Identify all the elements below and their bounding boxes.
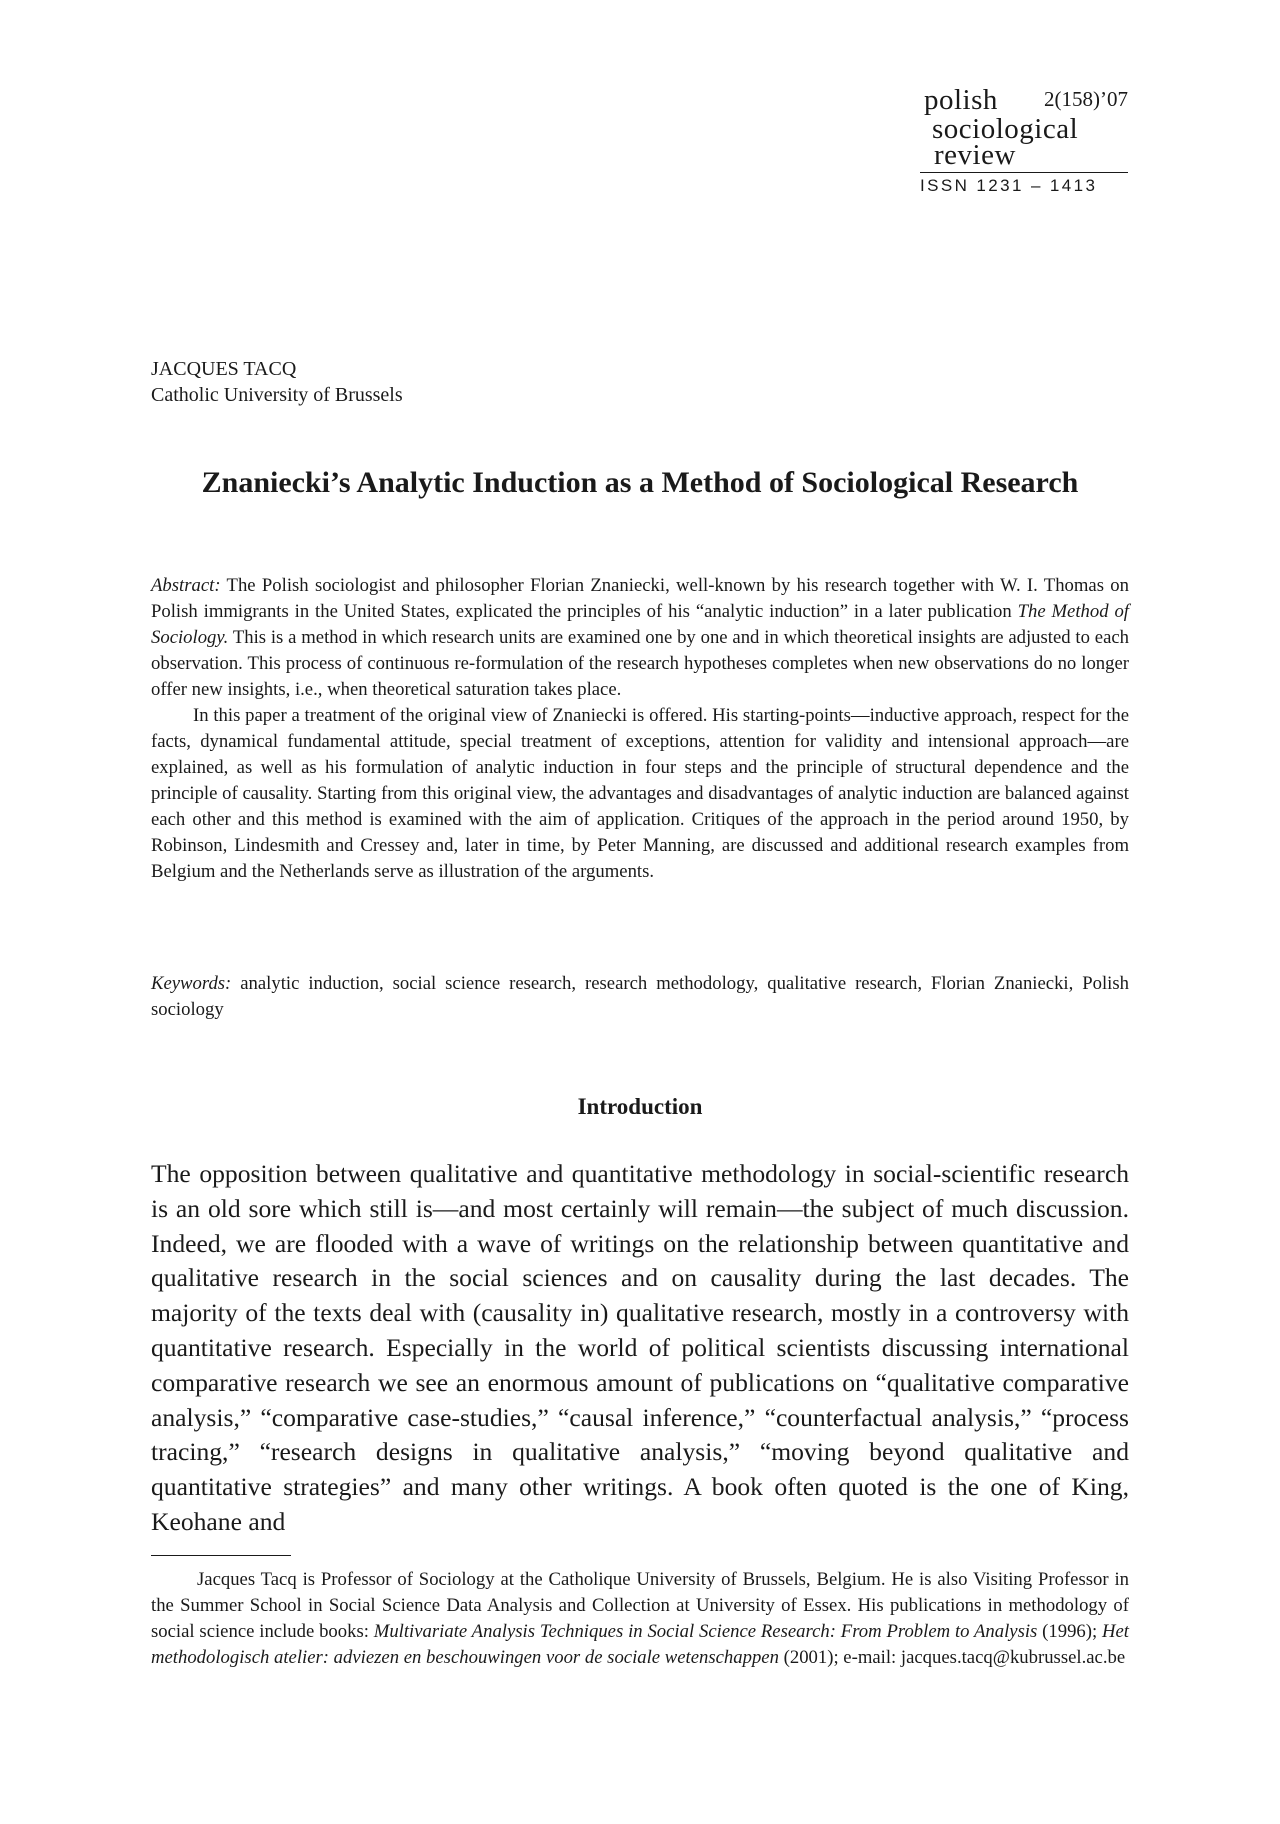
masthead-line-1 [920,86,1128,114]
abstract-paragraph-1 [151,573,1129,703]
author-name: JACQUES TACQ [151,358,297,380]
masthead-rule [920,172,1128,173]
abstract-text-1b: This is a method in which research units are examined one by one and in which theoretical insights are adjusted to each observation. This process of continuous re-formulation of the research hypotheses completes when new observations do no longer offer new insights, i.e., when theoretical saturation takes place. [151,627,1129,700]
footnote-text-1: Jacques Tacq is Professor of Sociology at the Catholique University of Brussels, Belgium. He is also Visiting Professor in the Summer School in Social Science Data Analysis and Collection at University of Essex. His publications in methodology of social science include books: [151,1569,1129,1642]
section-heading-introduction: Introduction [577,1094,703,1119]
article-title: Znaniecki’s Analytic Induction as a Method of Sociological Research [201,466,1079,499]
abstract [151,573,1129,885]
keywords-label: Keywords: [151,973,232,994]
abstract-text-1a: The Polish sociologist and philosopher Florian Znaniecki, well-known by his research together with W. I. Thomas on Polish immigrants in the United States, explicated the principles of his “analytic induction” in a later publication [151,575,1129,622]
abstract-label: Abstract: [151,575,221,596]
keywords [151,971,1129,1023]
keywords-text: analytic induction, social science research, research methodology, qualitative research, Florian Znaniecki, Polish sociology [151,973,1129,1020]
author-affiliation: Catholic University of Brussels [151,384,403,406]
author-block [151,356,403,408]
author-footnote [151,1567,1129,1671]
journal-name-review: review [934,139,1016,171]
journal-name-sociological: sociological [932,113,1079,145]
issn-number: ISSN 1231 – 1413 [920,176,1098,195]
footnote-book-1: Multivariate Analysis Techniques in Social Science Research: From Problem to Analysis [373,1621,1038,1642]
footnote-text-2: (1996); [1037,1621,1103,1642]
footnote-rule [151,1555,291,1556]
journal-name-polish: polish [924,84,998,116]
body-paragraph: The opposition between qualitative and quantitative methodology in social-scientific research is an old sore which still is—and most certainly will remain—the subject of much discussion. Indeed, we are flooded with a wave of writings on the relationship between quantitative and qualitative research in the social sciences and on causality during the last decades. The majority of the texts deal with (causality in) qualitative research, mostly in a controversy with quantitative research. Especially in the world of political scientists discussing international comparative research we see an enormous amount of publications on “qualitative comparative analysis,” “comparative case-studies,” “causal inference,” “counterfactual analysis,” “process tracing,” “research designs in qualitative analysis,” “moving beyond qualitative and quantitative strategies” and many other writings. A book often quoted is the one of King, Keohane and [151,1159,1129,1536]
abstract-book-title: The Method of Sociology. [151,601,1130,648]
issue-number: 2(158)’07 [1044,87,1128,111]
journal-masthead [920,84,1128,195]
footnote-book-2: Het methodologisch atelier: adviezen en beschouwingen voor de sociale wetenschappen [151,1621,1129,1668]
abstract-paragraph-2: In this paper a treatment of the original view of Znaniecki is offered. His starting-points—inductive approach, respect for the facts, dynamical fundamental attitude, special treatment of exceptions, attention for validity and intensional approach—are explained, as well as his formulation of analytic induction in four steps and the principle of structural dependence and the principle of causality. Starting from this original view, the advantages and disadvantages of analytic induction are balanced against each other and this method is examined with the aim of application. Critiques of the approach in the period around 1950, by Robinson, Lindesmith and Cressey and, later in time, by Peter Manning, are discussed and additional research examples from Belgium and the Netherlands serve as illustration of the arguments. [151,705,1129,882]
footnote-text-3: (2001); e-mail: jacques.tacq@kubrussel.ac.be [778,1647,1126,1668]
